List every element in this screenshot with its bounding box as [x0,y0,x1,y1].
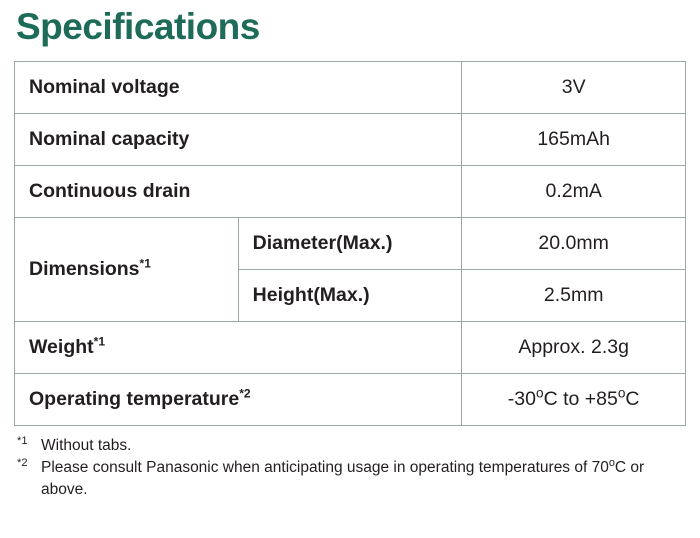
degree-symbol-icon-3: o [608,456,615,469]
row-label-weight [15,321,462,373]
degree-symbol-icon-2: o [617,385,626,401]
footnotes [17,435,686,502]
row-value-operating-temperature [462,373,686,425]
weight-label-text: Weight [29,335,94,358]
table-row [15,321,686,373]
footnote-1-mark [17,435,41,457]
footnote-2-mark [17,457,41,479]
row-label-nominal-voltage: Nominal voltage [15,61,462,113]
row-label-operating-temperature [15,373,462,425]
row-label-diameter: Diameter(Max.) [238,217,462,269]
weight-label-footnote: *1 [93,334,106,349]
row-value-nominal-voltage: 3V [462,61,686,113]
temp-value-low: -30 [507,387,536,410]
footnote-1-text: Without tabs. [41,436,132,454]
operating-temperature-label-footnote: *2 [239,386,251,401]
page-title: Specifications [16,6,260,47]
table-row [15,113,686,165]
dimensions-label-text: Dimensions [29,257,140,280]
table-row [15,217,686,269]
row-label-continuous-drain: Continuous drain [15,165,462,217]
degree-symbol-icon: o [535,385,544,401]
row-value-height: 2.5mm [462,269,686,321]
footnote-2 [17,457,686,502]
temp-value-mid: C to +85 [543,387,618,410]
row-value-nominal-capacity: 165mAh [462,113,686,165]
table-row [15,165,686,217]
row-label-nominal-capacity: Nominal capacity [15,113,462,165]
row-value-weight: Approx. 2.3g [462,321,686,373]
footnote-2-text-part1: Please consult Panasonic when anticipating usage in operating temperatures of 70 [41,459,609,477]
table-row [15,373,686,425]
table-row [15,61,686,113]
footnote-1-mark-text: *1 [17,434,28,447]
row-value-diameter: 20.0mm [462,217,686,269]
temp-value-suffix: C [625,387,640,410]
footnote-1 [17,435,686,457]
row-label-dimensions [15,217,239,321]
row-value-continuous-drain: 0.2mA [462,165,686,217]
footnote-2-text-part2: C or above. [41,459,645,499]
specifications-table [14,61,686,426]
row-label-height: Height(Max.) [238,269,462,321]
dimensions-label-footnote: *1 [139,256,151,271]
footnote-2-text [41,457,686,502]
footnote-2-mark-text: *2 [17,456,28,469]
operating-temperature-label-text: Operating temperature [29,387,240,410]
